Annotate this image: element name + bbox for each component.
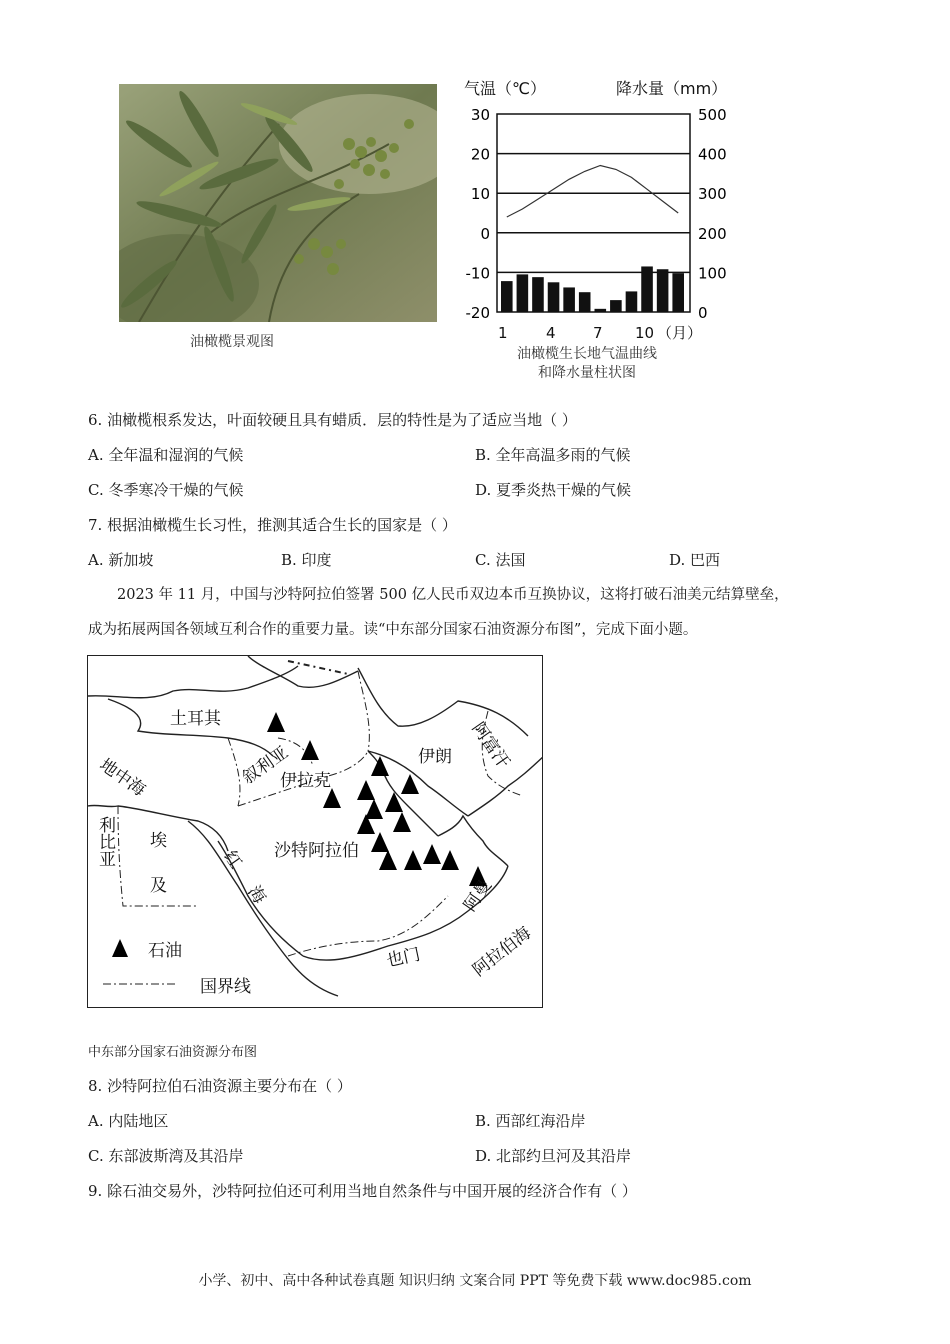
label-oman: 阿曼: [460, 876, 496, 916]
label-libya: 利比亚: [95, 816, 115, 867]
precip-bar: [579, 292, 591, 312]
iraq-iran-border: [358, 671, 369, 751]
precip-bar: [517, 274, 529, 312]
legend-border-label: 国界线: [200, 977, 251, 997]
right-axis-ticks: [698, 106, 727, 322]
oil-marker: [371, 832, 389, 852]
left-tick-label: 20: [470, 145, 490, 164]
climate-chart: [460, 74, 740, 384]
left-tick-label: 30: [470, 106, 490, 124]
q7-option-a[interactable]: A. 新加坡: [88, 551, 154, 569]
label-egypt-2: 及: [150, 876, 167, 896]
precip-bar: [563, 287, 575, 312]
intro-paragraph-line2: 成为拓展两国各领域互利合作的重要力量。读“中东部分国家石油资源分布图”，完成下面小题。: [88, 622, 698, 638]
q7-option-d[interactable]: D. 巴西: [669, 551, 721, 569]
intro-paragraph-line1: 2023 年 11 月，中国与沙特阿拉伯签署 500 亿人民币双边本币互换协议，这将打破石油美元结算壁垒，: [117, 587, 789, 603]
precip-bar: [657, 269, 669, 312]
turkey-north-coast: [88, 666, 298, 698]
precip-bar: [626, 291, 638, 312]
right-tick-label: 300: [698, 185, 727, 204]
label-turkey: 土耳其: [170, 709, 221, 729]
label-egypt-1: 埃: [150, 831, 167, 851]
x-tick-10: 10: [635, 324, 655, 342]
left-tick-label: 0: [480, 224, 490, 243]
left-tick-label: -10: [465, 264, 490, 283]
grid-lines: [497, 154, 690, 273]
question-7-stem: 7. 根据油橄榄生长习性，推测其适合生长的国家是（ ）: [88, 516, 457, 534]
precip-bar: [672, 273, 684, 312]
label-mediterranean: 地中海: [95, 755, 149, 801]
olive-photo: [119, 84, 437, 322]
q8-option-d[interactable]: D. 北部约旦河及其沿岸: [475, 1147, 632, 1165]
left-tick-label: 10: [470, 185, 490, 204]
q7-option-b[interactable]: B. 印度: [281, 551, 332, 569]
q8-option-b[interactable]: B. 西部红海沿岸: [475, 1112, 586, 1130]
precip-bar: [532, 277, 544, 312]
caspian-iran-border: [358, 668, 528, 736]
q6-option-d[interactable]: D. 夏季炎热干燥的气候: [475, 481, 632, 499]
label-saudi-arabia: 沙特阿拉伯: [274, 841, 359, 861]
label-red-sea-1: 红: [219, 847, 246, 873]
oil-marker: [385, 792, 403, 812]
map-caption: 中东部分国家石油资源分布图: [88, 1045, 258, 1060]
right-tick-label: 200: [698, 224, 727, 243]
left-axis-ticks: [466, 106, 491, 322]
q8-option-c[interactable]: C. 东部波斯湾及其沿岸: [88, 1147, 244, 1165]
label-iraq: 伊拉克: [280, 771, 331, 791]
temperature-curve: [507, 166, 678, 218]
right-tick-label: 400: [698, 145, 727, 164]
right-tick-label: 500: [698, 106, 727, 124]
page-footer[interactable]: 小学、初中、高中各种试卷真题 知识归纳 文案合同 PPT 等免费下载 www.doc985.com: [198, 1273, 752, 1289]
right-tick-label: 100: [698, 264, 727, 283]
precip-bars: [501, 266, 684, 312]
q6-option-a[interactable]: A. 全年温和湿润的气候: [88, 446, 244, 464]
precip-bar: [548, 282, 560, 312]
x-tick-1: 1: [498, 324, 508, 342]
oil-marker: [404, 850, 422, 870]
precip-bar: [595, 309, 607, 312]
x-unit: （月）: [657, 324, 703, 342]
label-arabian-sea: 阿拉伯海: [469, 923, 535, 981]
photo-caption: 油橄榄景观图: [190, 334, 274, 350]
x-tick-7: 7: [593, 324, 603, 342]
oil-marker: [301, 740, 319, 760]
precip-bar: [501, 281, 513, 312]
oil-marker: [357, 780, 375, 800]
chart-caption: [502, 345, 672, 383]
temp-axis-label: 气温（℃）: [464, 79, 546, 98]
label-yemen: 也门: [384, 944, 423, 972]
x-tick-4: 4: [546, 324, 556, 342]
question-8-stem: 8. 沙特阿拉伯石油资源主要分布在（ ）: [88, 1077, 352, 1095]
label-red-sea-2: 海: [243, 882, 270, 908]
label-syria: 叙利亚: [238, 742, 293, 789]
q6-option-b[interactable]: B. 全年高温多雨的气候: [475, 446, 631, 464]
precip-bar: [610, 300, 622, 312]
legend-oil-label: 石油: [148, 941, 182, 961]
legend-oil-icon: [112, 939, 128, 957]
question-6-stem: 6. 油橄榄根系发达，叶面较硬且具有蜡质．层的特性是为了适应当地（ ）: [88, 411, 577, 429]
oil-marker: [423, 844, 441, 864]
question-9-stem: 9. 除石油交易外，沙特阿拉伯还可利用当地自然条件与中国开展的经济合作有（ ）: [88, 1182, 637, 1200]
chart-caption-line2: 和降水量柱状图: [538, 365, 636, 381]
oil-marker: [323, 788, 341, 808]
label-iran: 伊朗: [418, 747, 452, 767]
oil-marker: [357, 814, 375, 834]
oil-marker: [393, 812, 411, 832]
oil-marker: [379, 850, 397, 870]
oil-marker: [371, 756, 389, 776]
label-afghanistan: 阿富汗: [467, 718, 514, 773]
oil-marker: [267, 712, 285, 732]
oil-marker: [401, 774, 419, 794]
q6-option-c[interactable]: C. 冬季寒冷干燥的气候: [88, 481, 244, 499]
q8-option-a[interactable]: A. 内陆地区: [88, 1112, 169, 1130]
chart-caption-line1: 油橄榄生长地气温曲线: [517, 346, 657, 362]
middle-east-oil-map: [87, 655, 543, 1008]
precip-bar: [641, 266, 653, 312]
yemen-border: [288, 896, 448, 956]
precip-axis-label: 降水量（mm）: [616, 79, 728, 98]
oil-marker: [441, 850, 459, 870]
q7-option-c[interactable]: C. 法国: [475, 551, 526, 569]
right-tick-label: 0: [698, 304, 708, 322]
left-tick-label: -20: [465, 304, 490, 322]
